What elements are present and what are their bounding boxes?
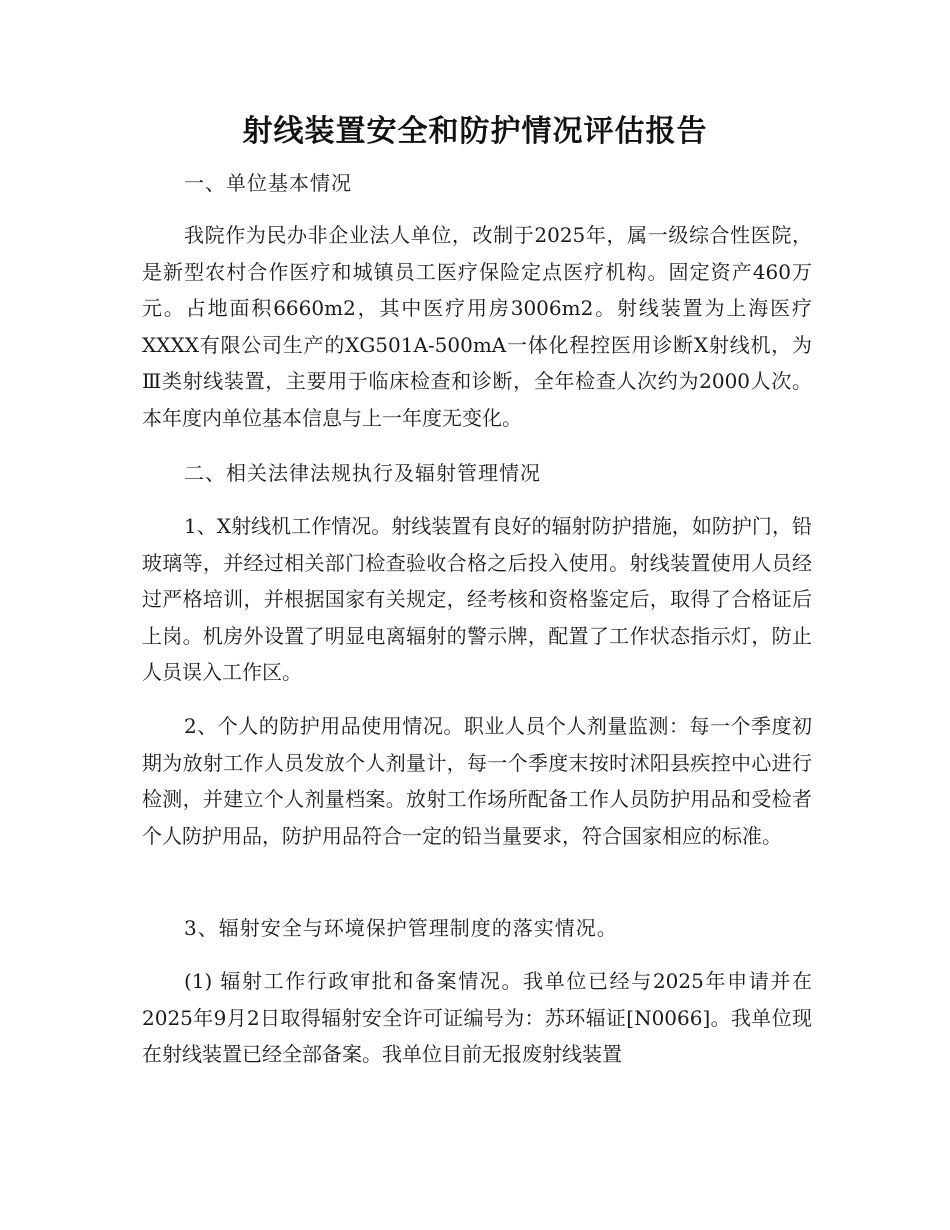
paragraph-protective-equipment: 2、个人的防护用品使用情况。职业人员个人剂量监测：每一个季度初期为放射工作人员发放个人剂量计，每一个季度末按时沭阳县疾控中心进行检测，并建立个人剂量档案。放射工作场所配备工作人员防护用品和受检者个人防护用品，防护用品符合一定的铅当量要求，符合国家相应的标准。 [142,714,812,848]
paragraph-xray-machine: 1、X射线机工作情况。射线装置有良好的辐射防护措施，如防护门，铅玻璃等，并经过相关部门检查验收合格之后投入使用。射线装置使用人员经过严格培训，并根据国家有关规定，经考核和资格鉴定后，取得了合格证后上岗。机房外设置了明显电离辐射的警示牌，配置了工作状态指示灯，防止人员误入工作区。 [142,514,812,684]
section-heading-basic-info: 一、单位基本情况 [184,171,352,195]
document-title: 射线装置安全和防护情况评估报告 [242,114,708,149]
paragraph-approval-filing: (1) 辐射工作行政审批和备案情况。我单位已经与2025年申请并在2025年9月2日取得辐射安全许可证编号为：苏环辐证[N0066]。我单位现在射线装置已经全部备案。我单位目前无报废射线装置 [142,969,812,1066]
item-heading-management-system: 3、辐射安全与环境保护管理制度的落实情况。 [184,916,618,940]
paragraph-basic-info: 我院作为民办非企业法人单位，改制于2025年，属一级综合性医院，是新型农村合作医疗和城镇员工医疗保险定点医疗机构。固定资产460万元。占地面积6660m2，其中医疗用房3006m2。射线装置为上海医疗XXXX有限公司生产的XG501A-500mA一体化程控医用诊断X射线机，为Ⅲ类射线装置，主要用于临床检查和诊断，全年检查人次约为2000人次。本年度内单位基本信息与上一年度无变化。 [142,223,812,430]
section-heading-regulations: 二、相关法律法规执行及辐射管理情况 [184,461,541,485]
